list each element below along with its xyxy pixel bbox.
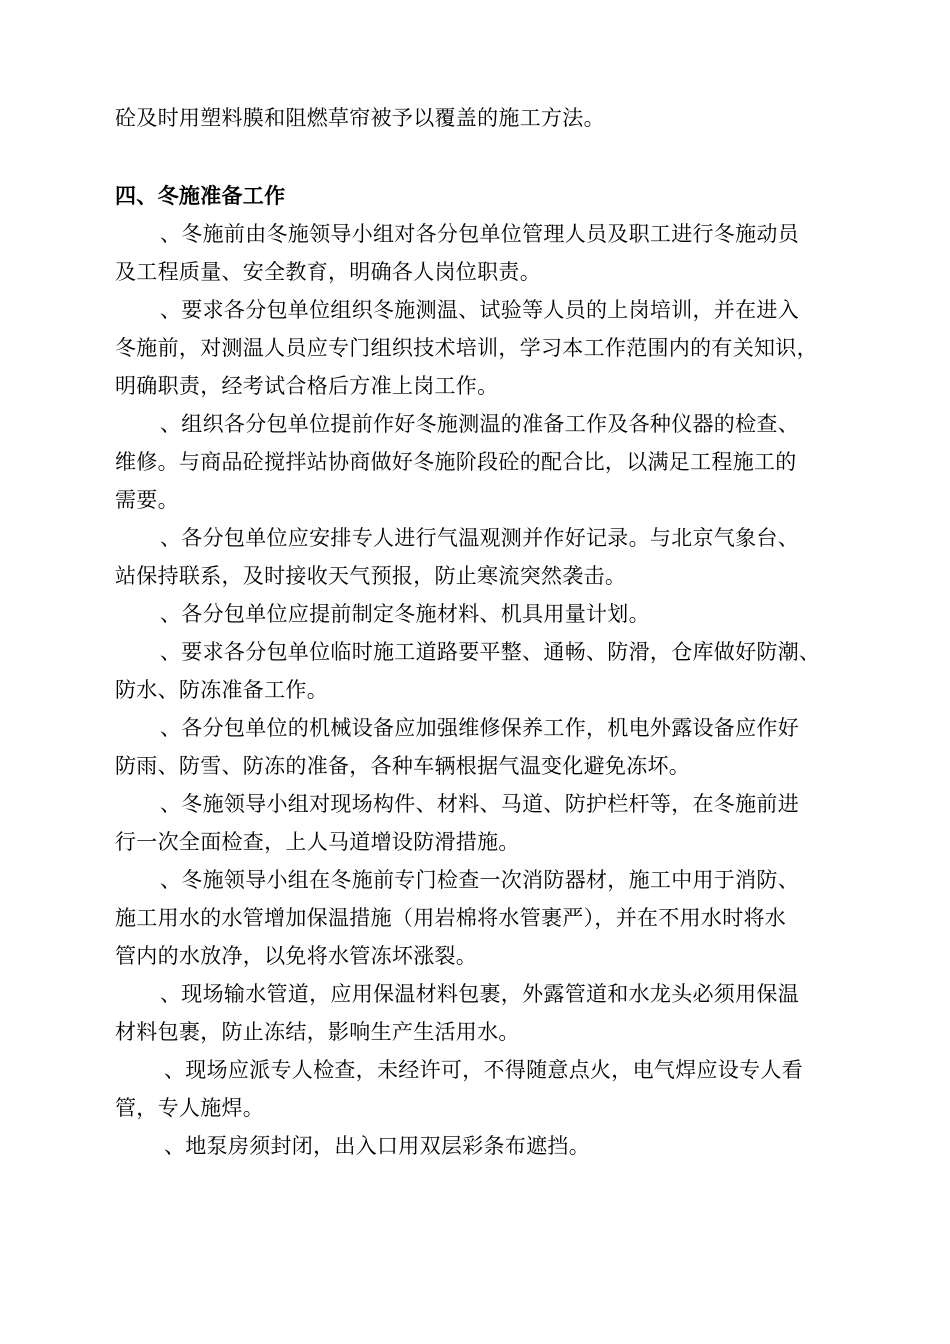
paragraph-line: 施工用水的水管增加保温措施（用岩棉将水管裹严），并在不用水时将水 — [115, 906, 787, 930]
paragraph-line: 、冬施领导小组对现场构件、材料、马道、防护栏杆等，在冬施前进 — [160, 792, 799, 816]
paragraph-line: 防水、防冻准备工作。 — [115, 678, 328, 702]
paragraph-line: 、冬施前由冬施领导小组对各分包单位管理人员及职工进行冬施动员 — [160, 222, 799, 246]
paragraph-line: 管内的水放净，以免将水管冻坏涨裂。 — [115, 944, 478, 968]
paragraph-line: 、各分包单位应提前制定冬施材料、机具用量计划。 — [160, 602, 650, 626]
paragraph-line: 、各分包单位应安排专人进行气温观测并作好记录。与北京气象台、 — [160, 526, 799, 550]
paragraph-line: 维修。与商品砼搅拌站协商做好冬施阶段砼的配合比，以满足工程施工的 — [115, 450, 797, 474]
paragraph-line: 材料包裹，防止冻结，影响生产生活用水。 — [115, 1020, 520, 1044]
paragraph-line: 、要求各分包单位临时施工道路要平整、通畅、防滑，仓库做好防潮、 — [160, 640, 821, 664]
paragraph-line: 、组织各分包单位提前作好冬施测温的准备工作及各种仪器的检查、 — [160, 412, 799, 436]
paragraph-line: 、地泵房须封闭，出入口用双层彩条布遮挡。 — [164, 1134, 590, 1158]
paragraph-line: 、要求各分包单位组织冬施测温、试验等人员的上岗培训，并在进入 — [160, 298, 799, 322]
paragraph-continuation: 砼及时用塑料膜和阻燃草帘被予以覆盖的施工方法。 — [115, 106, 605, 130]
paragraph-line: 、冬施领导小组在冬施前专门检查一次消防器材，施工中用于消防、 — [160, 868, 799, 892]
paragraph-line: 冬施前，对测温人员应专门组织技术培训，学习本工作范围内的有关知识， — [115, 336, 818, 360]
section-heading: 四、冬施准备工作 — [115, 184, 286, 208]
paragraph-line: 需要。 — [115, 488, 179, 512]
paragraph-line: 管，专人施焊。 — [115, 1096, 265, 1120]
paragraph-line: 行一次全面检查，上人马道增设防滑措施。 — [115, 830, 520, 854]
paragraph-line: 明确职责，经考试合格后方准上岗工作。 — [115, 374, 499, 398]
paragraph-line: 、现场应派专人检查，未经许可，不得随意点火，电气焊应设专人看 — [164, 1058, 803, 1082]
paragraph-line: 及工程质量、安全教育，明确各人岗位职责。 — [115, 260, 541, 284]
paragraph-line: 站保持联系，及时接收天气预报，防止寒流突然袭击。 — [115, 564, 627, 588]
paragraph-line: 防雨、防雪、防冻的准备，各种车辆根据气温变化避免冻坏。 — [115, 754, 691, 778]
paragraph-line: 、现场输水管道，应用保温材料包裹，外露管道和水龙头必须用保温 — [160, 982, 799, 1006]
paragraph-line: 、各分包单位的机械设备应加强维修保养工作，机电外露设备应作好 — [160, 716, 799, 740]
